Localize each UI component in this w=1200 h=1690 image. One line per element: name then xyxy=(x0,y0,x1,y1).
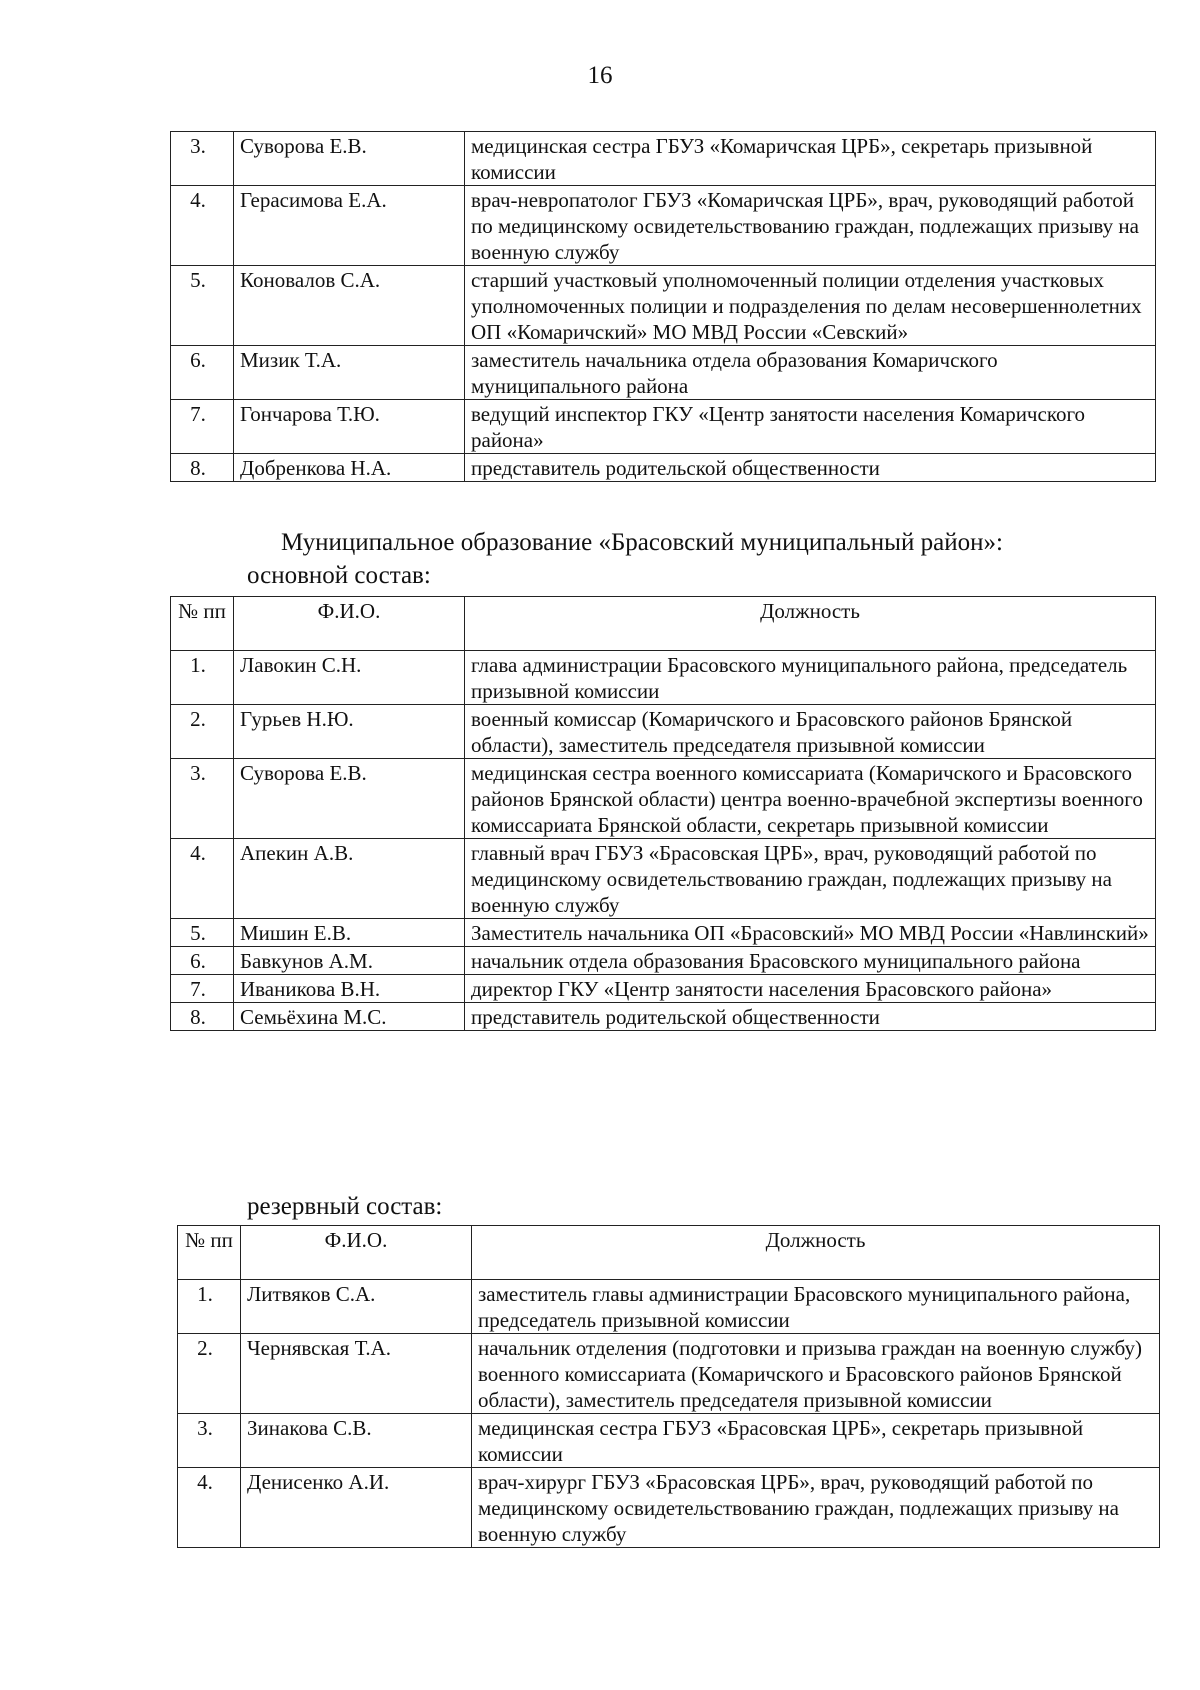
table-row xyxy=(171,346,1156,400)
main-composition-label: основной состав: xyxy=(247,562,431,589)
commission-table-komarichsky-continued xyxy=(170,131,1156,482)
header-num: № пп xyxy=(171,597,234,651)
row-number: 5. xyxy=(171,266,234,346)
person-name: Апекин А.В. xyxy=(234,839,465,919)
table-row xyxy=(171,839,1156,919)
person-position: военный комиссар (Комаричского и Брасовского районов Брянской области), заместитель председателя призывной комиссии xyxy=(465,705,1156,759)
person-name: Коновалов С.А. xyxy=(234,266,465,346)
person-name: Бавкунов А.М. xyxy=(234,947,465,975)
row-number: 7. xyxy=(171,975,234,1003)
table-row xyxy=(171,1003,1156,1031)
table-row xyxy=(178,1468,1160,1548)
person-position: глава администрации Брасовского муниципального района, председатель призывной комиссии xyxy=(465,651,1156,705)
person-position: начальник отделения (подготовки и призыва граждан на военную службу) военного комиссариата (Комаричского и Брасовского районов Брянской области), заместитель председателя призывной комиссии xyxy=(472,1334,1160,1414)
table-row xyxy=(171,759,1156,839)
row-number: 3. xyxy=(171,759,234,839)
header-name: Ф.И.О. xyxy=(241,1226,472,1280)
reserve-composition-label: резервный состав: xyxy=(247,1193,443,1220)
person-name: Добренкова Н.А. xyxy=(234,454,465,482)
person-name: Зинакова С.В. xyxy=(241,1414,472,1468)
page-number: 16 xyxy=(587,62,613,89)
table-header-row xyxy=(171,597,1156,651)
table-row xyxy=(171,947,1156,975)
person-position: директор ГКУ «Центр занятости населения Брасовского района» xyxy=(465,975,1156,1003)
table-row xyxy=(171,132,1156,186)
person-position: представитель родительской общественности xyxy=(465,1003,1156,1031)
table-row xyxy=(171,975,1156,1003)
person-name: Мишин Е.В. xyxy=(234,919,465,947)
row-number: 2. xyxy=(178,1334,241,1414)
person-position: старший участковый уполномоченный полиции отделения участковых уполномоченных полиции и подразделения по делам несовершеннолетних ОП «Комаричский» МО МВД России «Севский» xyxy=(465,266,1156,346)
person-name: Чернявская Т.А. xyxy=(241,1334,472,1414)
row-number: 6. xyxy=(171,346,234,400)
row-number: 3. xyxy=(171,132,234,186)
table-row xyxy=(171,186,1156,266)
person-name: Денисенко А.И. xyxy=(241,1468,472,1548)
person-name: Литвяков С.А. xyxy=(241,1280,472,1334)
row-number: 1. xyxy=(178,1280,241,1334)
person-position: представитель родительской общественности xyxy=(465,454,1156,482)
person-name: Лавокин С.Н. xyxy=(234,651,465,705)
commission-table-brasovsky-reserve xyxy=(177,1225,1160,1548)
row-number: 5. xyxy=(171,919,234,947)
row-number: 4. xyxy=(171,839,234,919)
table-row xyxy=(171,651,1156,705)
person-name: Гончарова Т.Ю. xyxy=(234,400,465,454)
table-row xyxy=(171,454,1156,482)
header-position: Должность xyxy=(472,1226,1160,1280)
person-name: Мизик Т.А. xyxy=(234,346,465,400)
person-position: врач-хирург ГБУЗ «Брасовская ЦРБ», врач, руководящий работой по медицинскому освидетельствованию граждан, подлежащих призыву на военную службу xyxy=(472,1468,1160,1548)
table-row xyxy=(171,400,1156,454)
municipality-title: Муниципальное образование «Брасовский муниципальный район»: xyxy=(281,529,1003,556)
person-position: заместитель начальника отдела образования Комаричского муниципального района xyxy=(465,346,1156,400)
row-number: 8. xyxy=(171,1003,234,1031)
table-row xyxy=(171,705,1156,759)
header-name: Ф.И.О. xyxy=(234,597,465,651)
person-name: Суворова Е.В. xyxy=(234,759,465,839)
person-position: начальник отдела образования Брасовского муниципального района xyxy=(465,947,1156,975)
row-number: 2. xyxy=(171,705,234,759)
header-position: Должность xyxy=(465,597,1156,651)
row-number: 7. xyxy=(171,400,234,454)
row-number: 3. xyxy=(178,1414,241,1468)
person-position: заместитель главы администрации Брасовского муниципального района, председатель призывной комиссии xyxy=(472,1280,1160,1334)
table-row xyxy=(178,1280,1160,1334)
row-number: 4. xyxy=(171,186,234,266)
table-row xyxy=(178,1334,1160,1414)
table-row xyxy=(178,1414,1160,1468)
row-number: 4. xyxy=(178,1468,241,1548)
table-header-row xyxy=(178,1226,1160,1280)
person-position: врач-невропатолог ГБУЗ «Комаричская ЦРБ», врач, руководящий работой по медицинскому освидетельствованию граждан, подлежащих призыву на военную службу xyxy=(465,186,1156,266)
person-position: медицинская сестра военного комиссариата (Комаричского и Брасовского районов Брянской области) центра военно-врачебной экспертизы военного комиссариата Брянской области, секретарь призывной комиссии xyxy=(465,759,1156,839)
table-row xyxy=(171,266,1156,346)
table-row xyxy=(171,919,1156,947)
person-position: ведущий инспектор ГКУ «Центр занятости населения Комаричского района» xyxy=(465,400,1156,454)
row-number: 1. xyxy=(171,651,234,705)
person-position: Заместитель начальника ОП «Брасовский» МО МВД России «Навлинский» xyxy=(465,919,1156,947)
row-number: 8. xyxy=(171,454,234,482)
person-name: Семьёхина М.С. xyxy=(234,1003,465,1031)
person-position: главный врач ГБУЗ «Брасовская ЦРБ», врач, руководящий работой по медицинскому освидетельствованию граждан, подлежащих призыву на военную службу xyxy=(465,839,1156,919)
person-position: медицинская сестра ГБУЗ «Брасовская ЦРБ», секретарь призывной комиссии xyxy=(472,1414,1160,1468)
header-num: № пп xyxy=(178,1226,241,1280)
person-name: Суворова Е.В. xyxy=(234,132,465,186)
commission-table-brasovsky-main xyxy=(170,596,1156,1031)
row-number: 6. xyxy=(171,947,234,975)
person-name: Герасимова Е.А. xyxy=(234,186,465,266)
person-position: медицинская сестра ГБУЗ «Комаричская ЦРБ», секретарь призывной комиссии xyxy=(465,132,1156,186)
person-name: Гурьев Н.Ю. xyxy=(234,705,465,759)
person-name: Иваникова В.Н. xyxy=(234,975,465,1003)
